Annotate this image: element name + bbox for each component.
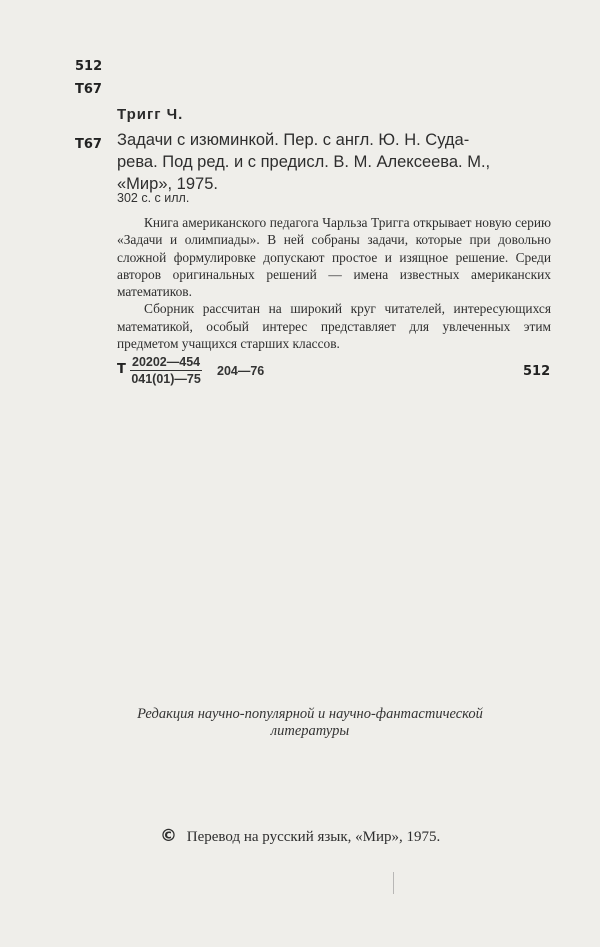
bbk-code-top: Т67 bbox=[75, 82, 102, 97]
editorial-office bbox=[110, 706, 510, 740]
author-name: Тригг Ч. bbox=[117, 106, 184, 123]
fraction-numerator: 20202—454 bbox=[132, 355, 201, 369]
bbk-code-side: Т67 bbox=[75, 137, 102, 152]
entry-line-2: рева. Под ред. и с предисл. В. М. Алексеева. М., bbox=[117, 153, 491, 171]
order-number: 204—76 bbox=[217, 364, 265, 378]
entry-line-3: «Мир», 1975. bbox=[117, 175, 218, 193]
udc-code-right: 512 bbox=[523, 364, 551, 379]
annotation-paragraph-1: Книга американского педагога Чарльза Тригга открывает новую серию «Задачи и олимпиады». В ней собраны задачи, которые при довольно сложной формулировке допускают простое и изящное решение. Среди авторов оригинальных решений — имена известных американских математиков. bbox=[117, 215, 551, 300]
annotation-paragraph-2: Сборник рассчитан на широкий круг читателей, интересующихся математикой, особый интерес представляет для увлеченных этим предметом учащихся старших классов. bbox=[117, 301, 551, 352]
copyright-text: Перевод на русский язык, «Мир», 1975. bbox=[186, 829, 441, 845]
scan-mark bbox=[393, 872, 394, 894]
editorial-line-1: Редакция научно-популярной и научно-фантастической bbox=[137, 706, 483, 722]
copyright-symbol: © bbox=[160, 826, 177, 846]
editorial-line-2: литературы bbox=[270, 723, 350, 739]
entry-line-1: Задачи с изюминкой. Пер. с англ. Ю. Н. Суда- bbox=[117, 131, 470, 149]
fraction-denominator: 041(01)—75 bbox=[131, 372, 201, 386]
annotation bbox=[117, 214, 551, 352]
copyright-notice bbox=[160, 826, 440, 846]
publisher-letter: Т bbox=[117, 362, 126, 377]
page-count: 302 с. с илл. bbox=[117, 191, 190, 205]
udc-code: 512 bbox=[75, 59, 103, 74]
publisher-fraction bbox=[130, 355, 202, 386]
